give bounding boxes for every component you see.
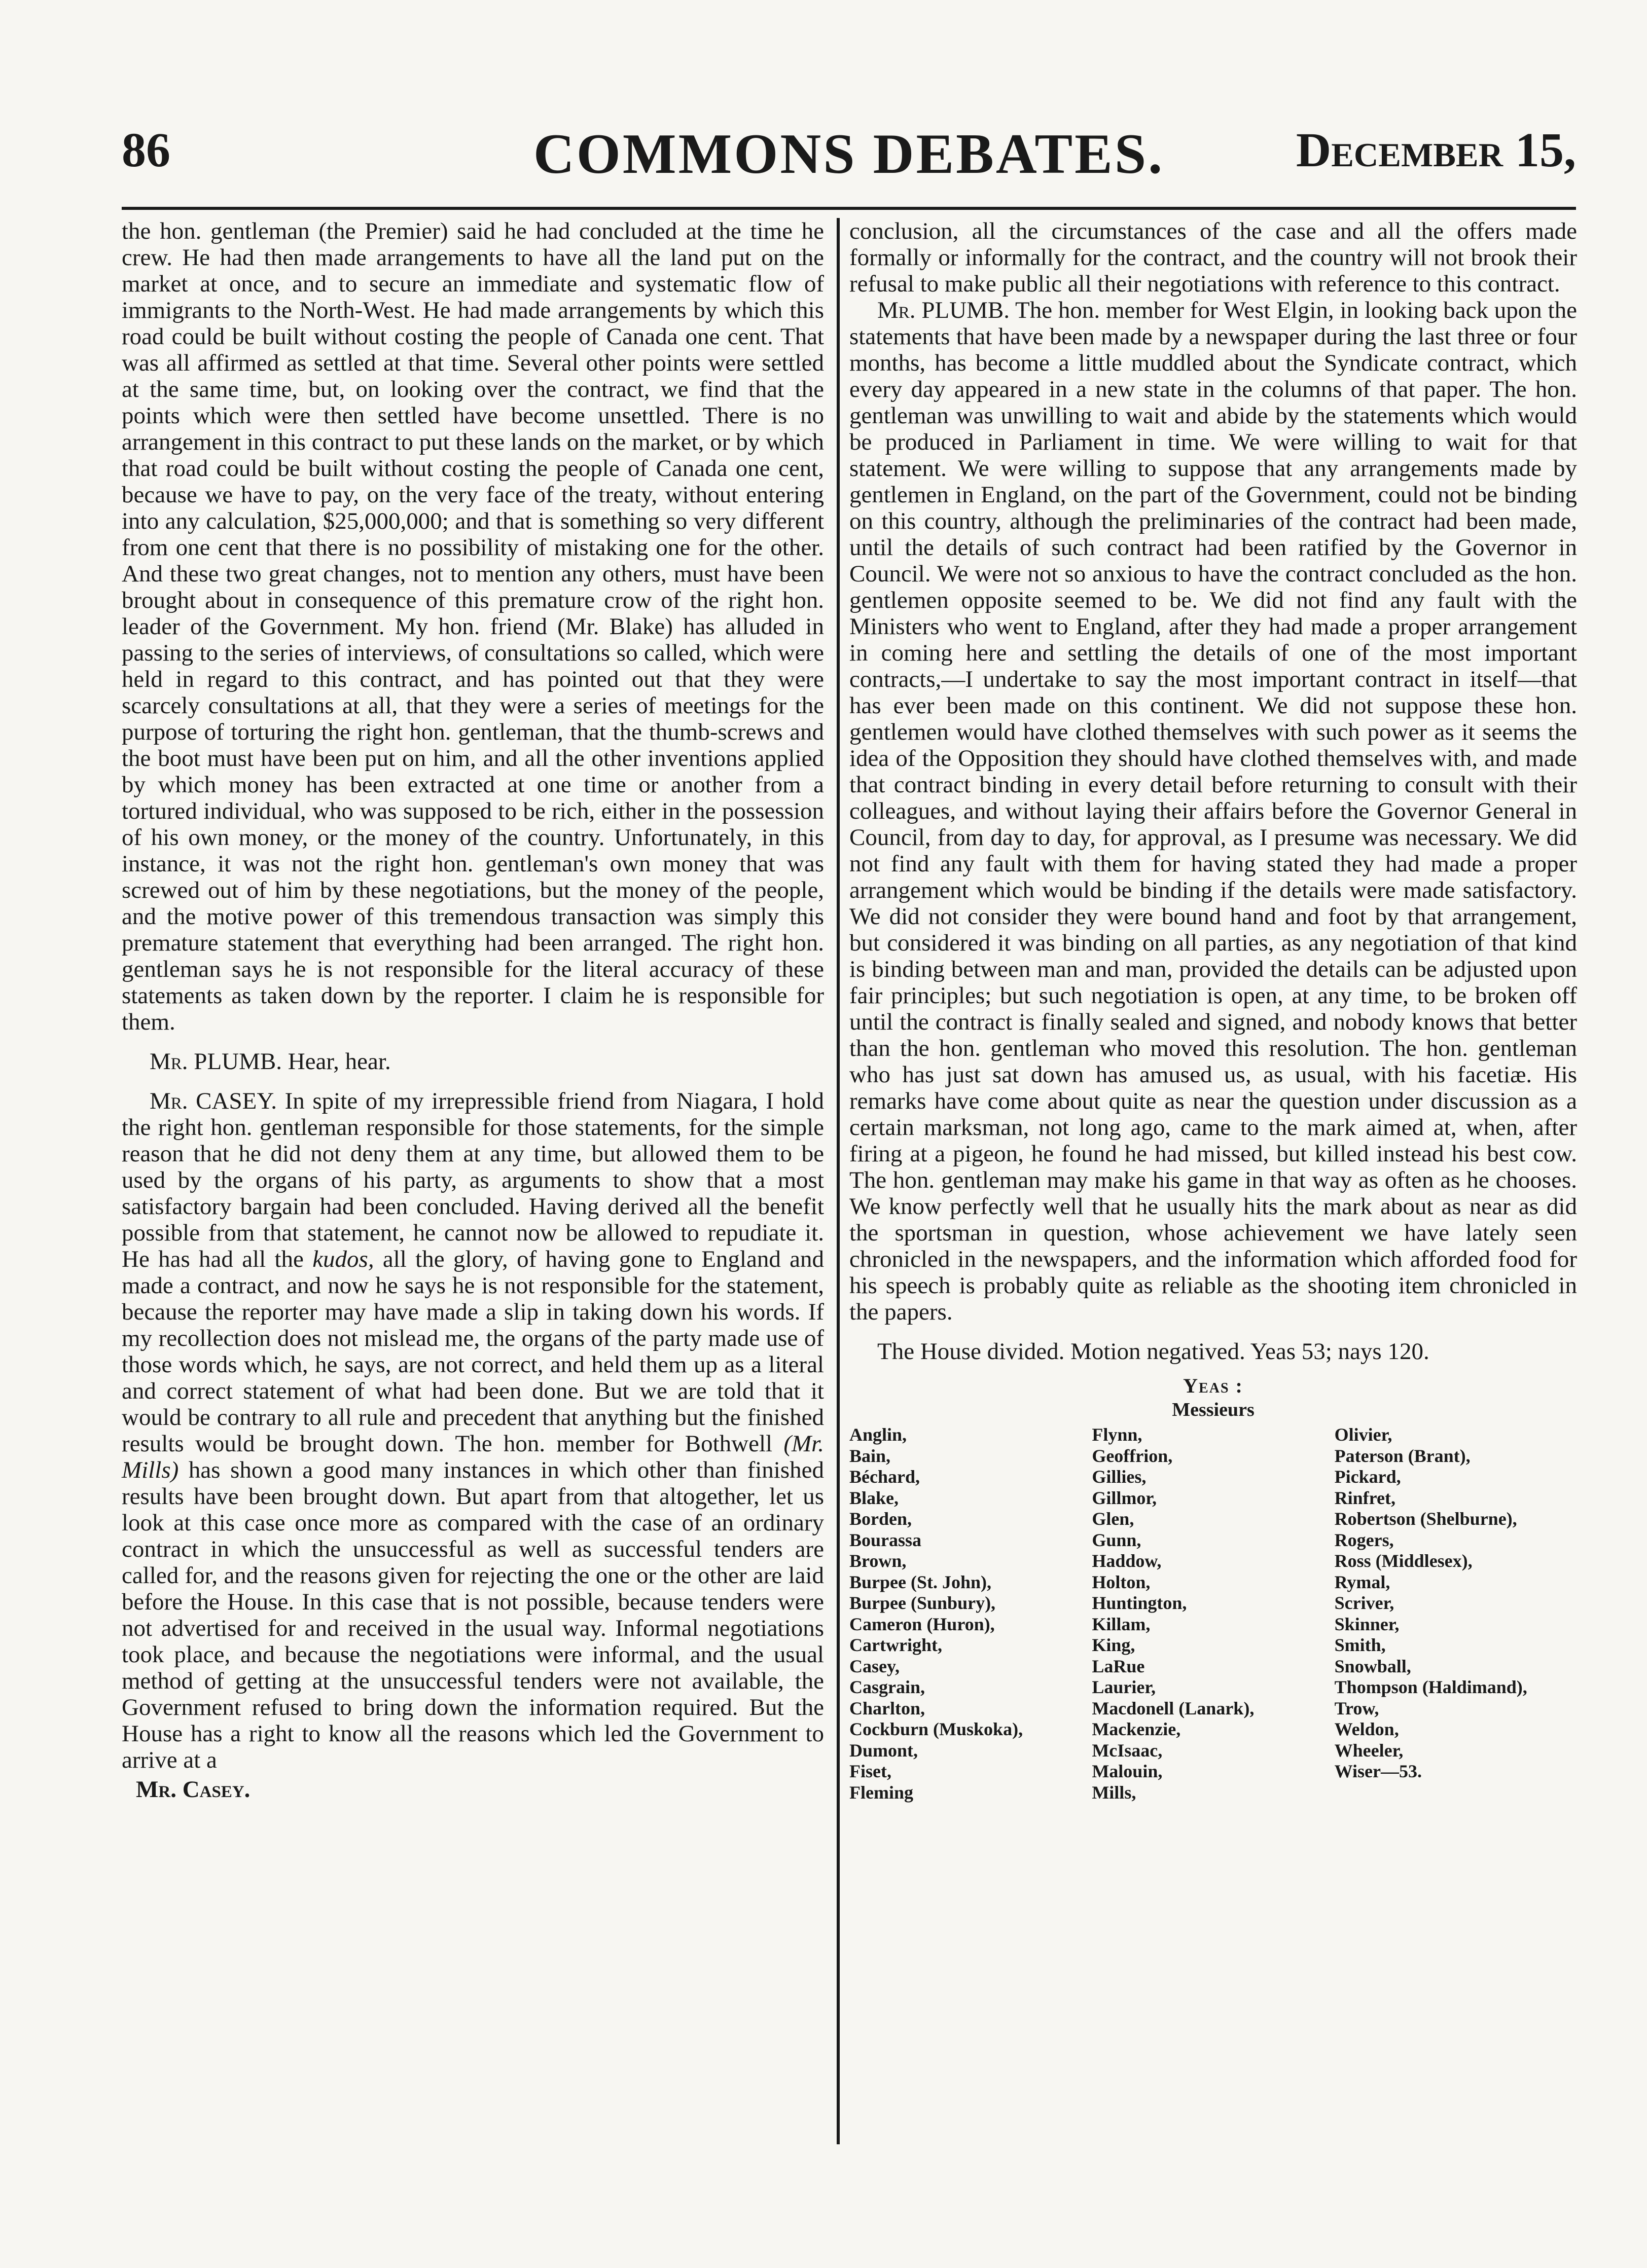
member-name: Mackenzie, xyxy=(1092,1719,1181,1739)
member-name: McIsaac, xyxy=(1092,1740,1163,1761)
member-name: Thompson (Haldimand), xyxy=(1334,1677,1527,1697)
member-name: Scriver, xyxy=(1334,1593,1394,1613)
paragraph xyxy=(122,1048,824,1075)
right-column xyxy=(849,218,1577,1803)
division-result: The House divided. Motion negatived. Yeas 53; nays 120. xyxy=(877,1338,1429,1365)
member-name: Weldon, xyxy=(1334,1719,1399,1739)
catchword: Mr. Casey. xyxy=(136,1776,250,1803)
member-name: Casey, xyxy=(849,1656,900,1676)
member-name: Paterson (Brant), xyxy=(1334,1445,1471,1466)
speech-text: The hon. member for West Elgin, in looking back upon the statements that have been made by a newspaper during the last three or four months, has become a little muddled about the Syndicate contract, which every day appeared in a new state in the columns of that paper. The hon. gentleman was unwilling to wait and abide by the statements which would be produced in Parliament in time. We were willing to wait for that statement. We were willing to suppose that any arrangements made by gentlemen in England, on the part of the Government, could not be binding on this country, although the preliminaries of the contract had been made, until the details of such contract had been ratified by the Governor in Council. We were not so anxious to have the contract concluded as the hon. gentlemen opposite seemed to be. We did not find any fault with the Ministers who went to England, after they had made a proper arrangement in coming here and settling the details of one of the most important contracts,—I undertake to say the most important contract in itself—that has ever been made on this continent. We did not suppose these hon. gentlemen would have clothed themselves with such power as it seems the idea of the Opposition they should have clothed themselves with, and made that contract binding in every detail before returning to consult with their colleagues, and without laying their affairs before the Governor General in Council, from day to day, for approval, as I presume was necessary. We did not find any fault with them for having stated they had made a proper arrangement which would be binding if the details were made satisfactory. We did not consider they were bound hand and foot by that arrangement, but considered it was binding on all parties, as any negotiation of that kind is binding between man and man, provided the details can be adjusted upon fair principles; but such negotiation is open, at any time, to be broken off until the contract is finally sealed and signed, and nobody knows that better than the hon. gentleman who moved this resolution. The hon. gentleman who has just sat down has amused us, as usual, with his facetiæ. His remarks have come about quite as near the question under discussion as a certain marksman, not long ago, came to the mark aimed at, when, after firing at a pigeon, he found he had missed, but killed instead his best cow. The hon. gentleman may make his game in that way as often as he chooses. We know perfectly well that he usually hits the mark about as near as did the sportsman in question, whose achievement we have lately seen chronicled in the newspapers, and the information which afforded food for his speech is probably quite as reliable as the shooting item chronicled in the papers. xyxy=(849,297,1578,1325)
yeas-subheading: Messieurs xyxy=(1172,1399,1255,1420)
member-name: Fleming xyxy=(849,1782,913,1803)
member-name: Casgrain, xyxy=(849,1677,925,1697)
member-name: Ross (Middlesex), xyxy=(1334,1551,1473,1571)
member-name: Huntington, xyxy=(1092,1593,1187,1613)
speaker-name: Mr. CASEY. xyxy=(150,1088,277,1114)
paragraph xyxy=(849,297,1577,1325)
member-name: Robertson (Shelburne), xyxy=(1334,1509,1517,1529)
member-name: Malouin, xyxy=(1092,1761,1163,1781)
yeas-name-list xyxy=(849,1424,1577,1803)
names-column-3 xyxy=(1335,1424,1577,1803)
member-name: Trow, xyxy=(1334,1698,1379,1718)
member-name: Glen, xyxy=(1092,1509,1134,1529)
member-name: Gunn, xyxy=(1092,1529,1141,1550)
member-name: Wiser—53. xyxy=(1334,1761,1422,1781)
member-name: Gillmor, xyxy=(1092,1487,1157,1508)
names-column-1 xyxy=(849,1424,1092,1803)
member-name: Béchard, xyxy=(849,1467,920,1487)
member-name: Wheeler, xyxy=(1334,1740,1404,1761)
paragraph: conclusion, all the circumstances of the case and all the offers made formally or informally for the contract, and the country will not brook their refusal to make public all their negotiations with reference to this contract. xyxy=(849,218,1577,297)
member-name: King, xyxy=(1092,1635,1135,1655)
member-name: Bain, xyxy=(849,1445,891,1466)
member-name: Mills, xyxy=(1092,1782,1136,1803)
member-name: Pickard, xyxy=(1334,1467,1401,1487)
speaker-name: Mr. PLUMB. xyxy=(877,297,1010,323)
speech-text: Hear, hear. xyxy=(288,1048,391,1075)
italic-term: kudos, xyxy=(312,1246,374,1272)
member-name: Macdonell (Lanark), xyxy=(1092,1698,1255,1718)
member-name: Cartwright, xyxy=(849,1635,942,1655)
header-rule xyxy=(122,207,1576,210)
member-name: Burpee (St. John), xyxy=(849,1571,992,1592)
member-name: Snowball, xyxy=(1334,1656,1411,1676)
member-name: Holton, xyxy=(1092,1571,1151,1592)
member-name: Rymal, xyxy=(1334,1571,1390,1592)
member-name: Brown, xyxy=(849,1551,907,1571)
column-divider xyxy=(837,218,840,2144)
member-name: Killam, xyxy=(1092,1614,1151,1634)
member-name: Bourassa xyxy=(849,1529,922,1550)
member-name: Cameron (Huron), xyxy=(849,1614,995,1634)
member-name: Geoffrion, xyxy=(1092,1445,1173,1466)
member-name: Charlton, xyxy=(849,1698,925,1718)
left-column xyxy=(122,218,824,1803)
yeas-heading: Yeas : xyxy=(1183,1374,1243,1397)
speech-text: In spite of my irrepressible friend from Niagara, I hold the right hon. gentleman responsible for those statements, for the simple reason that he did not deny them at any time, but allowed them to be used by the organs of his party, as arguments to show that a most satisfactory bargain had been concluded. Having derived all the benefit possible from that statement, he cannot now be allowed to repudiate it. He has had all the xyxy=(122,1088,825,1272)
member-name: Rinfret, xyxy=(1334,1487,1395,1508)
names-column-2 xyxy=(1092,1424,1334,1803)
member-name: Anglin, xyxy=(849,1424,907,1445)
member-name: Blake, xyxy=(849,1487,899,1508)
member-name: Rogers, xyxy=(1334,1529,1394,1550)
member-name: Smith, xyxy=(1334,1635,1386,1655)
member-name: Borden, xyxy=(849,1509,912,1529)
member-name: Laurier, xyxy=(1092,1677,1156,1697)
member-name: Dumont, xyxy=(849,1740,918,1761)
member-name: Fiset, xyxy=(849,1761,891,1781)
member-name: Cockburn (Muskoka), xyxy=(849,1719,1023,1739)
speech-text: all the glory, of having gone to England and made a contract, and now he says he is not responsible for the statement, because the reporter may have made a slip in taking down his words. If my recollection does not mislead me, the organs of the party made use of those words which, he says, are not correct, and held them up as a literal and correct statement of what had been done. But we are told that it would be contrary to all rule and precedent that anything but the finished results would be brought down. The hon. member for Bothwell xyxy=(122,1246,825,1457)
member-name: Skinner, xyxy=(1334,1614,1400,1634)
journal-title: COMMONS DEBATES. xyxy=(533,123,1165,186)
paragraph: the hon. gentleman (the Premier) said he had concluded at the time he crew. He had then made arrangements to have all the land put on the market at once, and to secure an immediate and systematic flow of immigrants to the North-West. He had made arrangements by which this road could be built without costing the people of Canada one cent. That was all affirmed as settled at that time. Several other points were settled at the same time, but, on looking over the contract, we find that the points which were then settled have become unsettled. There is no arrangement in this contract to put these lands on the market, or by which that road could be built without costing the people of Canada one cent, because we have to pay, on the very face of the treaty, without entering into any calculation, $25,000,000; and that is something so very different from one cent that there is no possibility of mistaking one for the other. And these two great changes, not to mention any others, must have been brought about in consequence of this premature crow of the right hon. leader of the Government. My hon. friend (Mr. Blake) has alluded in passing to the series of interviews, of consultations so called, which were held in regard to this contract, and has pointed out that they were scarcely consultations at all, that they were a series of meetings for the purpose of torturing the right hon. gentleman, that the thumb-screws and the boot must have been put on him, and all the other inventions applied by which money has been extracted at one time or another from a tortured individual, who was supposed to be rich, either in the possession of his own money, or the money of the country. Unfortunately, in this instance, it was not the right hon. gentleman's own money that was screwed out of him by these negotiations, but the money of the people, and the motive power of this tremendous transaction was simply this premature statement that everything had been arranged. The right hon. gentleman says he is not responsible for the literal accuracy of these statements as taken down by the reporter. I claim he is responsible for them. xyxy=(122,218,824,1035)
member-name: Haddow, xyxy=(1092,1551,1162,1571)
member-name: Gillies, xyxy=(1092,1467,1147,1487)
page-number: 86 xyxy=(122,123,170,177)
italic-reference: (Mr. Mills) xyxy=(122,1431,824,1483)
header-date: December 15, xyxy=(1296,123,1576,177)
speech-text: has shown a good many instances in which other than finished results have been brought down. But apart from that altogether, let us look at this case once more as compared with the case of an ordinary contract in which the unsuccessful as well as successful tenders are called for, and the reasons given for rejecting the one or the other are laid before the House. In this case that is not possible, because tenders were not advertised for and received in the usual way. Informal negotiations took place, and because the negotiations were informal, and the usual method of getting at the unsuccessful tenders were not available, the Government refused to bring down the information required. But the House has a right to know all the reasons which led the Government to arrive at a xyxy=(122,1457,824,1773)
paragraph xyxy=(122,1088,824,1773)
member-name: Flynn, xyxy=(1092,1424,1142,1445)
member-name: LaRue xyxy=(1092,1656,1145,1676)
speaker-name: Mr. PLUMB. xyxy=(150,1048,282,1075)
page-header xyxy=(122,117,1576,188)
member-name: Olivier, xyxy=(1334,1424,1392,1445)
member-name: Burpee (Sunbury), xyxy=(849,1593,996,1613)
